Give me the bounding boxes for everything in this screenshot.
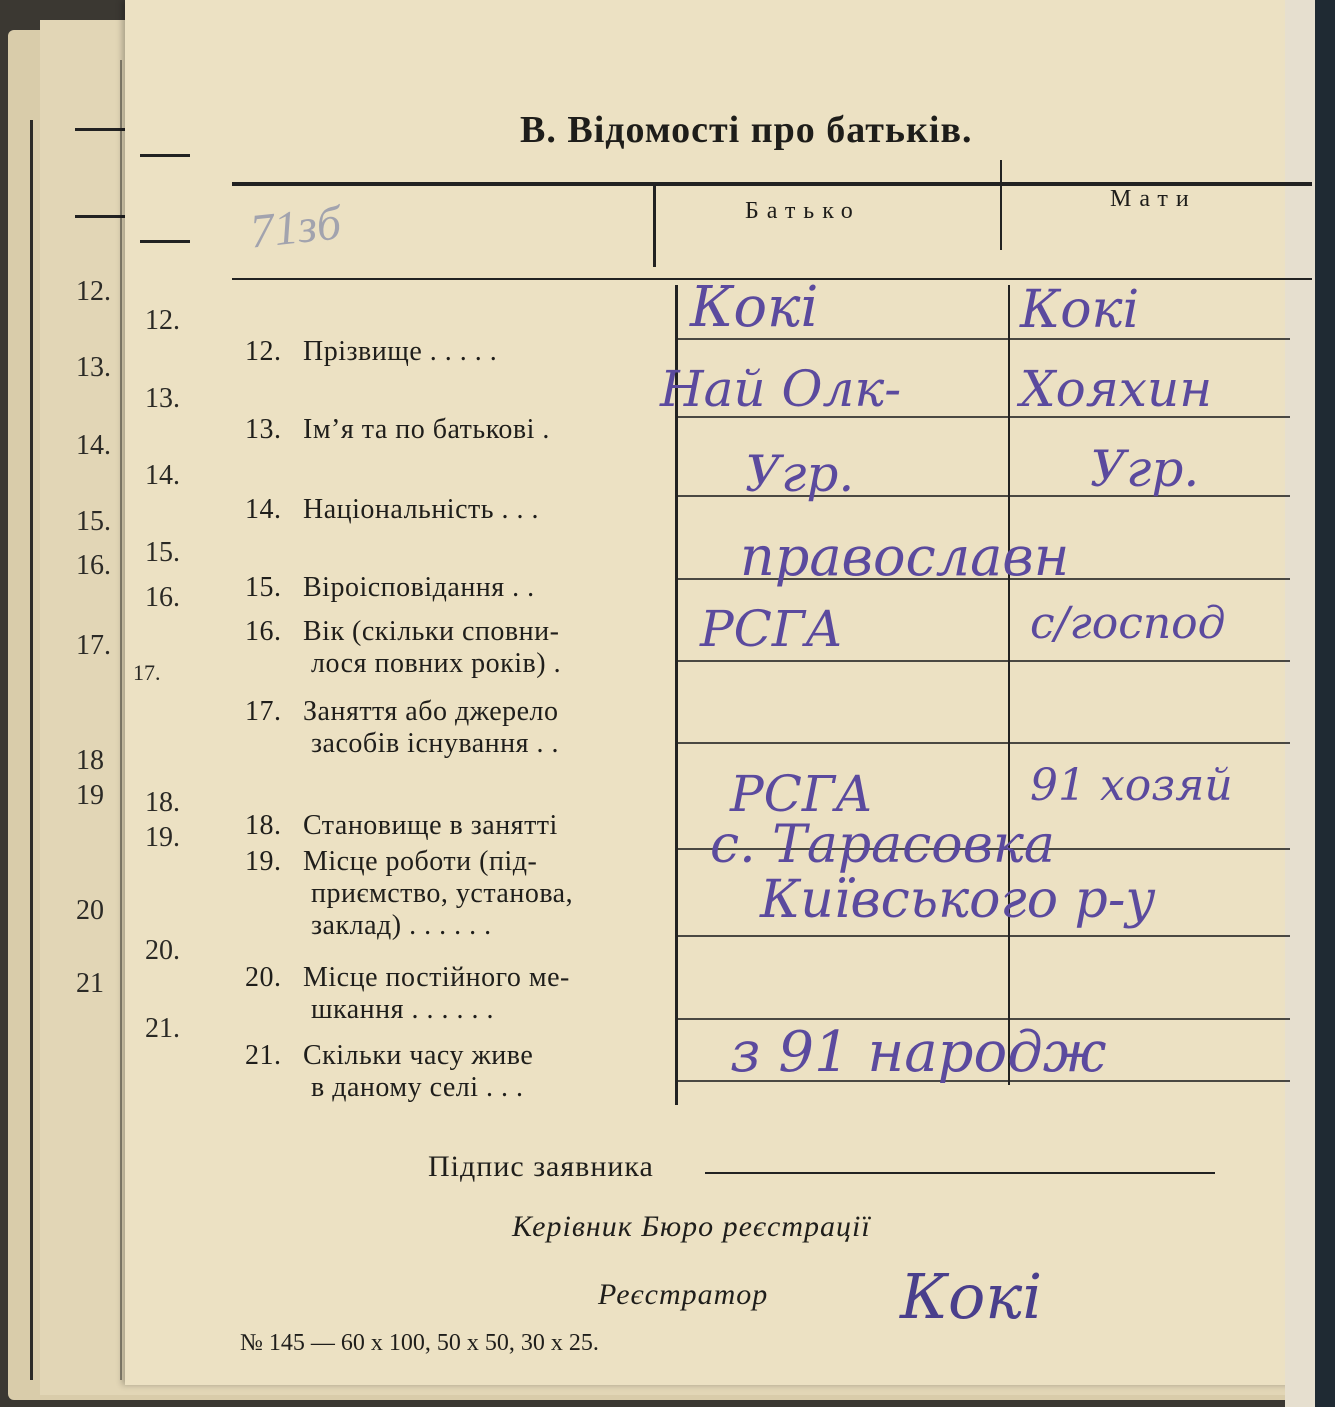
- row-number: 21.: [145, 1013, 180, 1044]
- margin-number: 20: [76, 895, 104, 926]
- signature-underline: [705, 1172, 1215, 1174]
- margin-dash: [75, 215, 125, 218]
- archive-mark: 71зб: [247, 196, 344, 259]
- field-number: 16.: [245, 616, 282, 647]
- handwritten-father-surname: Кокі: [690, 275, 819, 340]
- field-text-cont: приємство, установа,: [311, 878, 574, 909]
- margin-number: 19: [76, 780, 104, 811]
- field-text: Віроісповідання: [303, 572, 505, 603]
- form-footer: № 145 — 60 x 100, 50 x 50, 30 x 25.: [240, 1330, 599, 1356]
- field-text-cont: в даному селі: [311, 1072, 479, 1103]
- field-number: 21.: [245, 1040, 282, 1071]
- page-title: В. Відомості про батьків.: [520, 109, 973, 151]
- applicant-signature-label: Підпис заявника: [428, 1150, 654, 1183]
- field-text: Становище в занятті: [303, 810, 558, 841]
- margin-number: 18: [76, 745, 104, 776]
- binding-paper: [1285, 0, 1315, 1407]
- handwritten-mother-name: Хояхин: [1020, 360, 1213, 418]
- row-number: 16.: [145, 582, 180, 613]
- handwritten-father-nationality: Угр.: [745, 445, 855, 503]
- field-text: Заняття або джерело: [303, 696, 559, 727]
- handwritten-workplace-1: с. Тарасовка: [710, 815, 1055, 875]
- field-text: Місце постійного ме-: [303, 962, 570, 993]
- field-number: 12.: [245, 336, 282, 367]
- field-religion: 15. Віроісповідання . .: [245, 572, 535, 603]
- handwritten-mother-position: 91 хозяй: [1030, 760, 1233, 811]
- row-rule: [678, 660, 1290, 662]
- handwritten-mother-nationality: Угр.: [1090, 440, 1200, 498]
- registrar-label: Реєстратор: [598, 1278, 769, 1311]
- field-text: Національність: [303, 494, 495, 525]
- row-number: 13.: [145, 383, 180, 414]
- field-number: 14.: [245, 494, 282, 525]
- field-position: [245, 810, 558, 842]
- field-occupation: 17. Заняття або джерело засобів існування . .: [245, 696, 559, 759]
- binding-strip: [1285, 0, 1335, 1407]
- margin-number: 17.: [76, 630, 111, 661]
- margin-dash: [140, 240, 190, 243]
- field-text: Прізвище: [303, 336, 423, 367]
- handwritten-mother-age: с/господ: [1030, 598, 1226, 649]
- column-header-mother: Мати: [1110, 186, 1197, 212]
- margin-number: 21: [76, 968, 104, 999]
- row-number: 17.: [133, 660, 161, 685]
- field-residence: 20. Місце постійного ме- шкання . . . . . .: [245, 962, 570, 1025]
- margin-number: 12.: [76, 276, 111, 307]
- handwritten-father-position: РСГА: [730, 765, 873, 823]
- header-divider: [653, 182, 656, 267]
- row-number: 12.: [145, 305, 180, 336]
- field-nationality: 14. Національність . . .: [245, 494, 540, 525]
- field-text: Ім’я та по батькові: [303, 414, 535, 445]
- margin-number: 16.: [76, 550, 111, 581]
- row-rule: [678, 742, 1290, 744]
- row-number: 15.: [145, 537, 180, 568]
- row-number: 20.: [145, 935, 180, 966]
- margin-number: 15.: [76, 506, 111, 537]
- back-sheet-edge: [30, 120, 33, 1380]
- field-text: Вік (скільки сповни-: [303, 616, 560, 647]
- header-divider: [1000, 160, 1002, 250]
- field-text-cont: заклад): [311, 910, 402, 941]
- head-of-bureau-label: Керівник Бюро реєстрації: [512, 1210, 871, 1243]
- field-text: Скільки часу живе: [303, 1040, 534, 1071]
- field-number: 17.: [245, 696, 282, 727]
- handwritten-father-age: РСГА: [700, 600, 843, 658]
- handwritten-father-name: Най Олк-: [660, 360, 902, 418]
- row-number: 19.: [145, 822, 180, 853]
- field-surname: 12. Прізвище . . . . .: [245, 336, 498, 367]
- field-duration: 21. Скільки часу живе в даному селі . . .: [245, 1040, 534, 1103]
- field-workplace: 19. Місце роботи (під- приємство, установа, заклад) . . . . . .: [245, 846, 574, 941]
- field-text-cont: засобів існування: [311, 728, 529, 759]
- margin-dash: [75, 128, 125, 131]
- field-number: 13.: [245, 414, 282, 445]
- margin-number: 13.: [76, 352, 111, 383]
- field-name: 13. Ім’я та по батькові .: [245, 414, 550, 445]
- margin-dash: [140, 154, 190, 157]
- field-number: 19.: [245, 846, 282, 877]
- margin-number: 14.: [76, 430, 111, 461]
- row-number: 14.: [145, 460, 180, 491]
- handwritten-residence-duration: з 91 народж: [730, 1020, 1107, 1085]
- row-number: 18.: [145, 787, 180, 818]
- field-text-cont: лося повних років): [311, 648, 547, 679]
- field-number: 15.: [245, 572, 282, 603]
- field-number: 20.: [245, 962, 282, 993]
- handwritten-mother-surname: Кокі: [1020, 280, 1140, 340]
- column-divider: [1008, 285, 1010, 1085]
- handwritten-religion: православн: [740, 525, 1070, 588]
- field-age: 16. Вік (скільки сповни- лося повних років) .: [245, 616, 562, 679]
- row-rule: [678, 935, 1290, 937]
- registrar-signature: Кокі: [900, 1260, 1043, 1333]
- handwritten-workplace-2: Київського р-у: [760, 870, 1156, 930]
- mid-sheet-edge: [120, 60, 122, 1380]
- field-text: Місце роботи (під-: [303, 846, 538, 877]
- column-header-father: Батько: [745, 198, 861, 224]
- field-number: 18.: [245, 810, 282, 841]
- field-text-cont: шкання: [311, 994, 405, 1025]
